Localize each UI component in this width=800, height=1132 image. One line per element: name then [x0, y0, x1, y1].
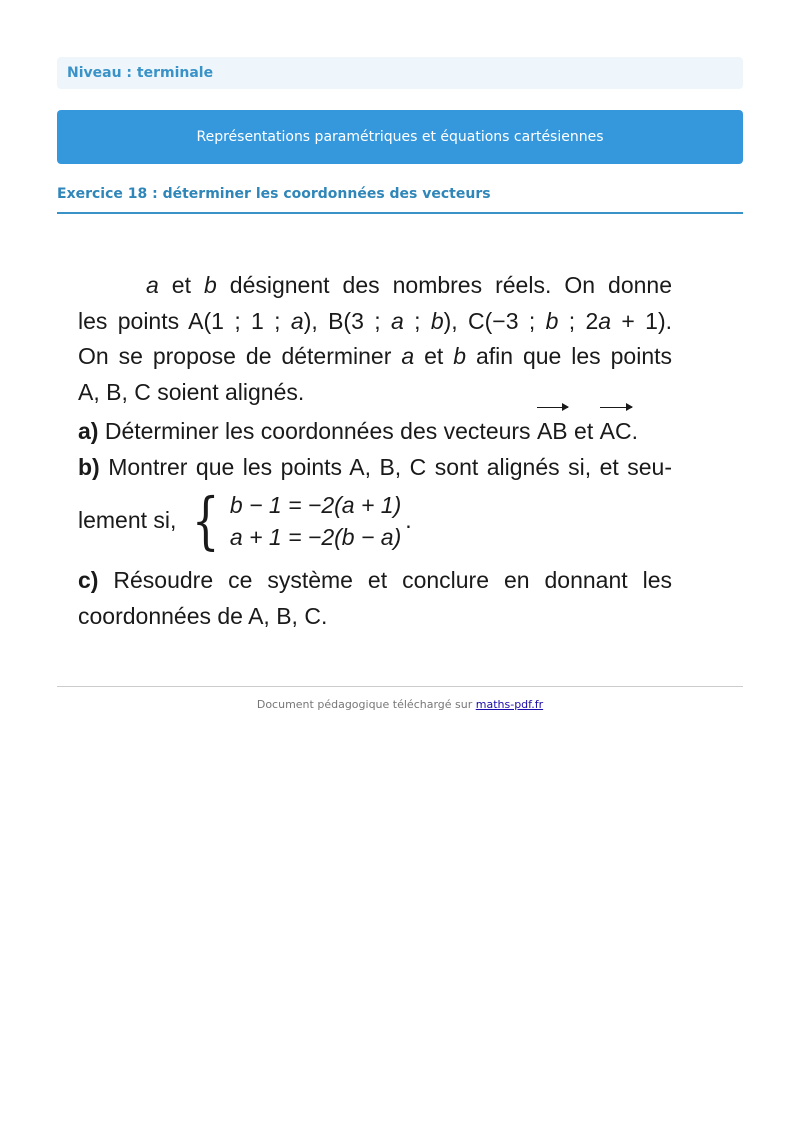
- vector-arrow-icon: [537, 407, 568, 408]
- question-a: a) Déterminer les coordonnées des vecteurs AB et AC.: [78, 414, 672, 450]
- exercise-statement: [78, 268, 672, 634]
- level-label: Niveau : terminale: [57, 57, 743, 89]
- statement-line-1: a et b désignent des nombres réels. On donne: [146, 272, 672, 298]
- equation-system: lement si, { b − 1 = −2(a + 1) a + 1 = −2(b − a) .: [78, 484, 412, 557]
- statement-line-3: On se propose de déterminer a et b afin que les points: [78, 343, 673, 369]
- equation-1: b − 1 = −2(a + 1): [229, 492, 402, 518]
- vector-ac: AC: [600, 414, 632, 450]
- vector-ab: AB: [537, 414, 568, 450]
- question-c-line-2: coordonnées de A, B, C.: [78, 602, 328, 629]
- equation-2: a + 1 = −2(b − a): [229, 524, 402, 550]
- question-c: c) Résoudre ce système et conclure en donnant les: [78, 567, 672, 593]
- exercise-title: Exercice 18 : déterminer les coordonnées des vecteurs: [57, 186, 743, 214]
- footer-link[interactable]: maths-pdf.fr: [475, 698, 544, 711]
- footer: Document pédagogique téléchargé sur maths-pdf.fr: [256, 698, 544, 711]
- statement-line-4: A, B, C soient alignés.: [78, 378, 305, 405]
- footer-divider: [57, 686, 743, 687]
- question-b: b) Montrer que les points A, B, C sont alignés si, et seu-: [78, 453, 672, 480]
- left-brace-icon: {: [192, 484, 220, 557]
- chapter-title-banner: Représentations paramétriques et équations cartésiennes: [57, 110, 743, 164]
- statement-line-2: les points A(1 ; 1 ; a), B(3 ; a ; b), C(−3 ; b ; 2a + 1).: [78, 307, 672, 334]
- vector-arrow-icon: [600, 407, 632, 408]
